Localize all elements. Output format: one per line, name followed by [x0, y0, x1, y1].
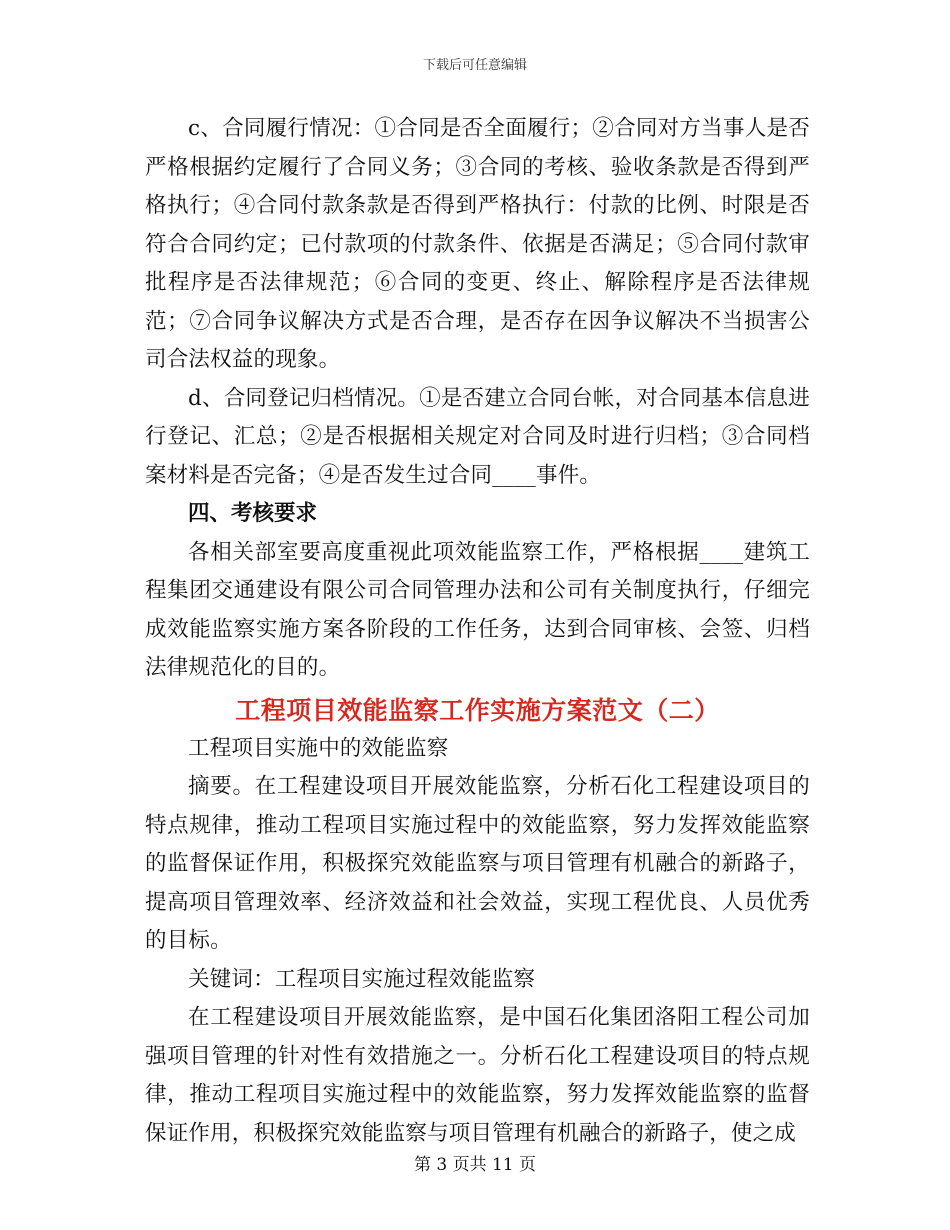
- page-footer: 第 3 页共 11 页: [413, 1155, 537, 1175]
- heading-assessment-requirements: 四、考核要求: [188, 501, 318, 526]
- document-body: [145, 110, 810, 1153]
- section-title: 工程项目效能监察工作实施方案范文（二）: [235, 695, 720, 725]
- paragraph-abstract: 摘要。在工程建设项目开展效能监察，分析石化工程建设项目的特点规律，推动工程项目实施过程中的效能监察，努力发挥效能监察的监督保证作用，积极探究效能监察与项目管理有机融合的新路子，提高项目管理效率、经济效益和社会效益，实现工程优良、人员优秀的目标。: [145, 774, 810, 953]
- paragraph-subtitle: 工程项目实施中的效能监察: [188, 735, 449, 761]
- paragraph-assessment: 各相关部室要高度重视此项效能监察工作，严格根据____建筑工程集团交通建设有限公司合同管理办法和公司有关制度执行，仔细完成效能监察实施方案各阶段的工作任务，达到合同审核、会签、归档法律规范化的目的。: [145, 539, 810, 680]
- paragraph-contract-performance: c、合同履行情况：①合同是否全面履行；②合同对方当事人是否严格根据约定履行了合同义务；③合同的考核、验收条款是否得到严格执行；④合同付款条款是否得到严格执行：付款的比例、时限是否符合合同约定；已付款项的付款条件、依据是否满足；⑤合同付款审批程序是否法律规范；⑥合同的变更、终止、解除程序是否法律规范；⑦合同争议解决方式是否合理，是否存在因争议解决不当损害公司合法权益的现象。: [145, 116, 810, 372]
- paragraph-keywords: 关键词：工程项目实施过程效能监察: [188, 966, 536, 992]
- paragraph-contract-archiving: d、合同登记归档情况。①是否建立合同台帐，对合同基本信息进行登记、汇总；②是否根据相关规定对合同及时进行归档；③合同档案材料是否完备；④是否发生过合同____事件。: [145, 385, 810, 488]
- paragraph-intro: 在工程建设项目开展效能监察，是中国石化集团洛阳工程公司加强项目管理的针对性有效措施之一。分析石化工程建设项目的特点规律，推动工程项目实施过程中的效能监察，努力发挥效能监察的监督保证作用，积极探究效能监察与项目管理有机融合的新路子，使之成: [145, 1005, 810, 1146]
- page-header: 下载后可任意编辑: [422, 58, 527, 73]
